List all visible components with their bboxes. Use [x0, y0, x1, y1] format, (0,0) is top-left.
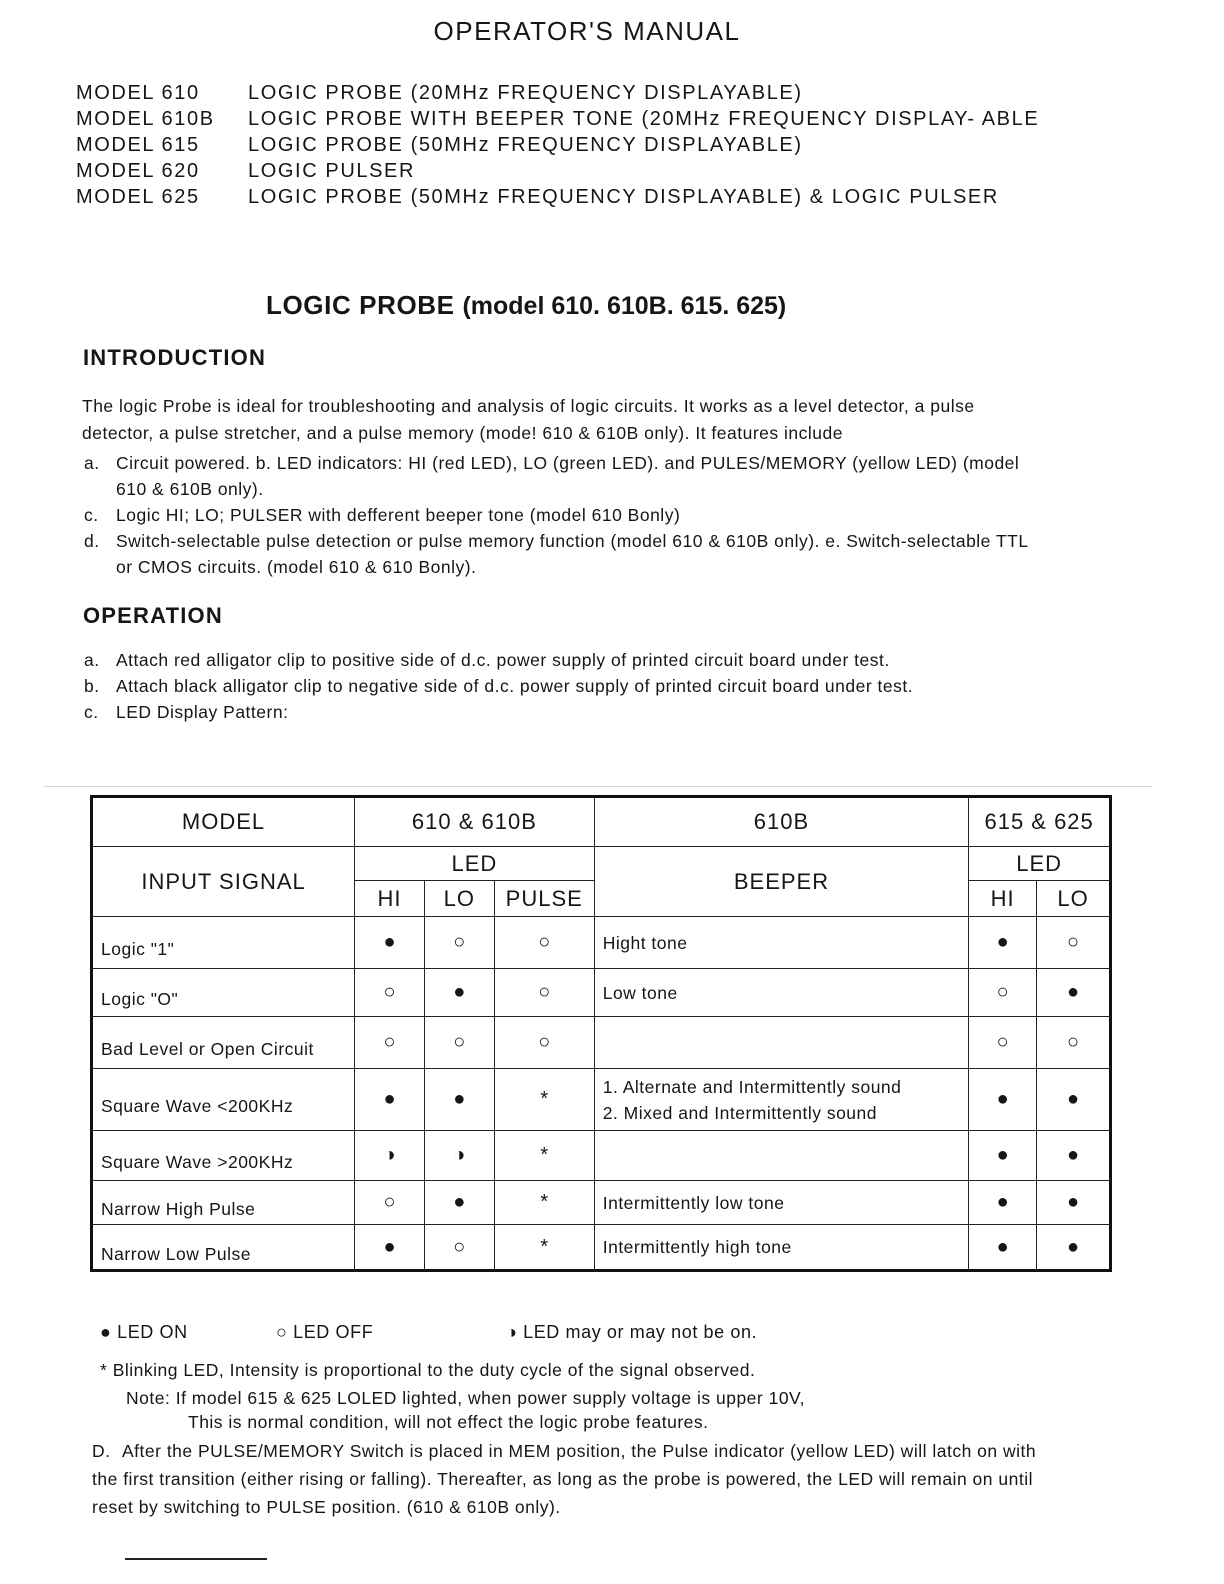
beeper-cell: Intermittently high tone [594, 1225, 969, 1271]
legend-label: LED may or may not be on. [523, 1322, 758, 1342]
list-item [84, 502, 1044, 528]
lo-cell: ● [424, 1069, 494, 1131]
header-model: MODEL [92, 797, 355, 847]
operation-list [84, 647, 1044, 725]
feature-list [84, 450, 1044, 580]
introduction-heading: INTRODUCTION [83, 345, 267, 370]
legend-label: LED ON [117, 1322, 188, 1342]
section-subtitle [266, 290, 786, 321]
lo-615-cell: ● [1037, 969, 1111, 1017]
model-label: MODEL 620 [76, 160, 200, 182]
pulse-cell: * [494, 1131, 594, 1181]
blink-note [100, 1356, 1060, 1384]
header-beeper: BEEPER [594, 847, 969, 917]
subtitle-main: LOGIC PROBE [266, 290, 455, 320]
list-text: Attach red alligator clip to positive side of d.c. power supply of printed circuit board under test. [116, 650, 890, 670]
list-key: D. [92, 1441, 111, 1461]
lo-615-cell: ● [1037, 1181, 1111, 1225]
beeper-line: 1. Alternate and Intermittently sound [602, 1076, 902, 1097]
pulse-cell: * [494, 1181, 594, 1225]
hi-cell: ○ [355, 1181, 425, 1225]
model-label: MODEL 615 [76, 134, 200, 156]
introduction-text: The logic Probe is ideal for troubleshooting and analysis of logic circuits. It works as a level detector, a pulse detector, a pulse stretcher, and a pulse memory (mode! 610 & 610B only). It features include [82, 396, 975, 443]
hi-cell: ○ [355, 1017, 425, 1069]
notes [100, 1356, 1060, 1436]
note-text: If model 615 & 625 LOLED lighted, when power supply voltage is upper 10V, [175, 1388, 805, 1408]
beeper-cell [594, 1069, 969, 1131]
list-key: a. [84, 453, 100, 473]
legend-label: LED OFF [293, 1322, 374, 1342]
model-desc: LOGIC PROBE (50MHz FREQUENCY DISPLAYABLE) & LOGIC PULSER [248, 186, 999, 208]
note-label: Note: [126, 1388, 171, 1408]
model-row [76, 184, 1076, 210]
hi-615-cell: ● [969, 1069, 1037, 1131]
model-row [76, 132, 1076, 158]
list-item [84, 673, 1044, 699]
hi-615-cell: ○ [969, 969, 1037, 1017]
hi-cell: ○ [355, 969, 425, 1017]
pulse-memory-paragraph [92, 1437, 1052, 1521]
lo-615-cell: ● [1037, 1131, 1111, 1181]
beeper-line: 2. Mixed and Intermittently sound [602, 1102, 877, 1123]
signal-cell: Square Wave <200KHz [92, 1069, 355, 1131]
list-text: Attach black alligator clip to negative side of d.c. power supply of printed circuit board under test. [116, 676, 914, 696]
header-pulse: PULSE [494, 881, 594, 917]
list-key: a. [84, 650, 100, 670]
list-text: Switch-selectable pulse detection or pulse memory function (model 610 & 610B only). e. Switch-selectable TTL or CMOS circuits. (model 610 & 610 Bonly). [116, 531, 1028, 577]
model-row [76, 158, 1076, 184]
signal-cell: Logic "1" [92, 917, 355, 969]
power-note-continued: This is normal condition, will not effect the logic probe features. [188, 1412, 709, 1432]
model-desc: LOGIC PROBE (20MHz FREQUENCY DISPLAYABLE) [248, 82, 803, 104]
list-key: c. [84, 505, 99, 525]
list-item [84, 647, 1044, 673]
table-row [92, 969, 1111, 1017]
lo-cell: ● [424, 969, 494, 1017]
list-item [84, 699, 1044, 725]
model-list [76, 80, 1076, 210]
lo-cell: ● [424, 1181, 494, 1225]
half-circle-icon: ◑ [506, 1322, 518, 1342]
header-input-signal: INPUT SIGNAL [92, 847, 355, 917]
divider [44, 786, 1152, 787]
hi-cell: ◑ [355, 1131, 425, 1181]
model-desc: LOGIC PROBE WITH BEEPER TONE (20MHz FREQUENCY DISPLAY- ABLE [248, 108, 1040, 130]
model-label: MODEL 610 [76, 82, 200, 104]
table-row [92, 1131, 1111, 1181]
beeper-cell: Hight tone [594, 917, 969, 969]
lo-cell: ○ [424, 1225, 494, 1271]
beeper-cell [594, 1017, 969, 1069]
list-text: Circuit powered. b. LED indicators: HI (red LED), LO (green LED). and PULES/MEMORY (yellow LED) (model 610 & 610B only). [116, 453, 1020, 499]
hi-cell: ● [355, 1069, 425, 1131]
list-text: After the PULSE/MEMORY Switch is placed in MEM position, the Pulse indicator (yellow LED) will latch on with the first transition (either rising or falling). Thereafter, as long as the probe is powered, the LED will remain on until reset by switching to PULSE position. (610 & 610B only). [92, 1441, 1037, 1517]
header-610: 610 & 610B [355, 797, 595, 847]
table-row [92, 1017, 1111, 1069]
model-label: MODEL 625 [76, 186, 200, 208]
beeper-cell: Intermittently low tone [594, 1181, 969, 1225]
signal-cell: Narrow High Pulse [92, 1181, 355, 1225]
page-title: OPERATOR'S MANUAL [433, 16, 741, 46]
signal-cell: Bad Level or Open Circuit [92, 1017, 355, 1069]
list-item [84, 528, 1044, 580]
footnote-rule [125, 1558, 267, 1560]
model-row [76, 106, 1076, 132]
list-key: c. [84, 702, 99, 722]
model-row [76, 80, 1076, 106]
lo-615-cell: ● [1037, 1225, 1111, 1271]
pulse-cell: * [494, 1225, 594, 1271]
signal-cell: Narrow Low Pulse [92, 1225, 355, 1271]
introduction-paragraph [82, 393, 1042, 447]
model-label: MODEL 610B [76, 108, 215, 130]
legend-led-off [276, 1322, 373, 1343]
pulse-cell: ○ [494, 1017, 594, 1069]
model-desc: LOGIC PULSER [248, 160, 416, 182]
hi-cell: ● [355, 1225, 425, 1271]
operation-heading: OPERATION [83, 603, 223, 628]
pulse-cell: ○ [494, 917, 594, 969]
pulse-cell: ○ [494, 969, 594, 1017]
header-lo: LO [424, 881, 494, 917]
filled-circle-icon: ● [100, 1322, 112, 1342]
header-lo-615: LO [1037, 881, 1111, 917]
list-text: Logic HI; LO; PULSER with defferent beeper tone (model 610 Bonly) [116, 505, 681, 525]
header-615: 615 & 625 [969, 797, 1111, 847]
list-text: LED Display Pattern: [116, 702, 289, 722]
list-key: b. [84, 676, 100, 696]
legend-led-maybe [506, 1322, 757, 1343]
header-led-615: LED [969, 847, 1111, 881]
signal-cell: Square Wave >200KHz [92, 1131, 355, 1181]
hi-615-cell: ● [969, 1131, 1037, 1181]
table-row [92, 917, 1111, 969]
lo-615-cell: ● [1037, 1069, 1111, 1131]
model-desc: LOGIC PROBE (50MHz FREQUENCY DISPLAYABLE) [248, 134, 803, 156]
table-row [92, 1181, 1111, 1225]
lo-cell: ○ [424, 1017, 494, 1069]
lo-615-cell: ○ [1037, 917, 1111, 969]
lo-cell: ○ [424, 917, 494, 969]
blink-text: Blinking LED, Intensity is proportional to the duty cycle of the signal observed. [112, 1360, 756, 1380]
legend-led-on [100, 1322, 188, 1343]
header-hi-615: HI [969, 881, 1037, 917]
hi-615-cell: ○ [969, 1017, 1037, 1069]
table-row [92, 1225, 1111, 1271]
header-led: LED [355, 847, 595, 881]
list-item [84, 450, 1044, 502]
pulse-cell: * [494, 1069, 594, 1131]
hi-615-cell: ● [969, 1225, 1037, 1271]
hi-615-cell: ● [969, 917, 1037, 969]
table-row [92, 1069, 1111, 1131]
beeper-cell [594, 1131, 969, 1181]
list-key: d. [84, 531, 100, 551]
lo-615-cell: ○ [1037, 1017, 1111, 1069]
empty-circle-icon: ○ [276, 1322, 288, 1342]
led-display-table [90, 795, 1112, 1272]
asterisk-icon: * [100, 1360, 108, 1380]
header-hi: HI [355, 881, 425, 917]
subtitle-models: (model 610. 610B. 615. 625) [462, 292, 787, 320]
signal-cell: Logic "O" [92, 969, 355, 1017]
header-610b: 610B [594, 797, 969, 847]
hi-615-cell: ● [969, 1181, 1037, 1225]
lo-cell: ◑ [424, 1131, 494, 1181]
beeper-cell: Low tone [594, 969, 969, 1017]
hi-cell: ● [355, 917, 425, 969]
